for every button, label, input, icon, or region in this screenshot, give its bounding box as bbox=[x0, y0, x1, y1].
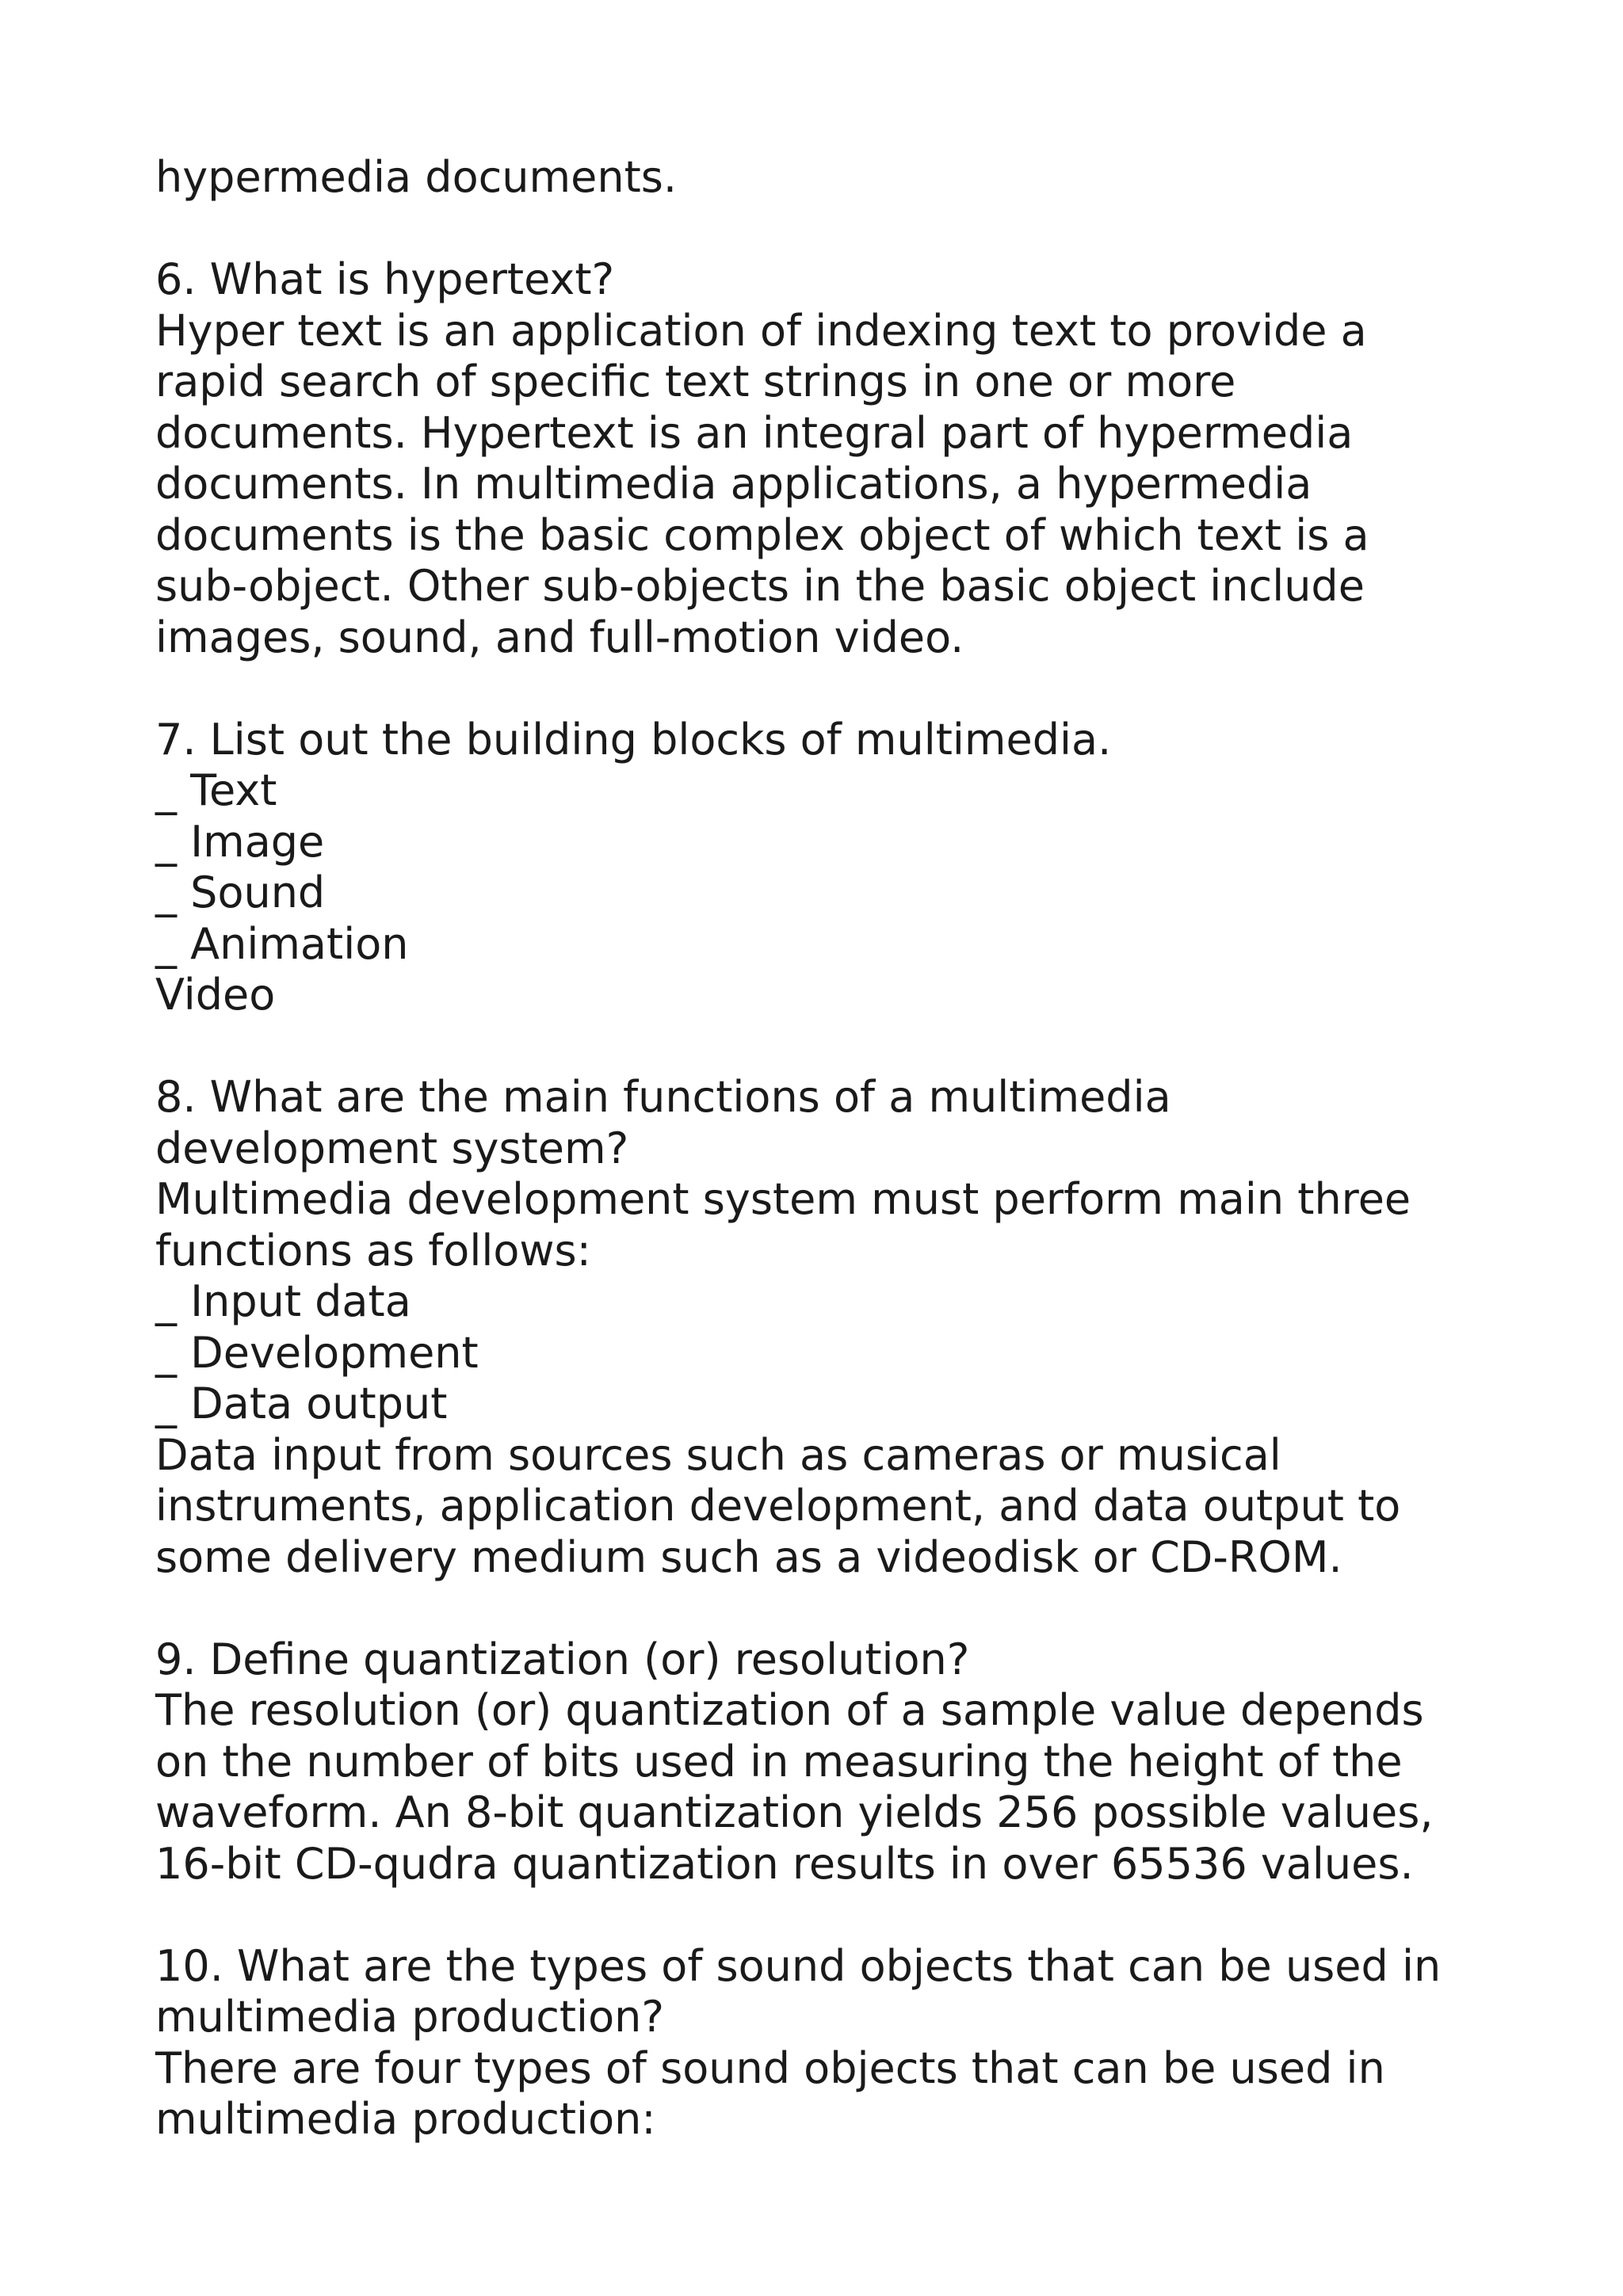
question-10: multimedia production? bbox=[155, 1992, 664, 2042]
question-10: 10. What are the types of sound objects that can be used in bbox=[155, 1940, 1442, 1991]
list-item: _ Data output bbox=[155, 1379, 448, 1428]
answer-6-line: images, sound, and full-motion video. bbox=[155, 612, 964, 662]
answer-8-line: some delivery medium such as a videodisk or CD-ROM. bbox=[155, 1531, 1342, 1582]
list-item: _ Text bbox=[155, 765, 277, 815]
answer-6-line: rapid search of specific text strings in one or more bbox=[155, 357, 1236, 406]
answer-6-line: documents is the basic complex object of which text is a bbox=[155, 509, 1369, 560]
intro-fragment: hypermedia documents. bbox=[155, 152, 678, 202]
list-item: _ Development bbox=[155, 1327, 479, 1378]
paragraph-gap bbox=[155, 1021, 1503, 1073]
answer-9-line: The resolution (or) quantization of a sample value depends bbox=[155, 1685, 1424, 1735]
document-page bbox=[155, 152, 1503, 2145]
answer-8-line: functions as follows: bbox=[155, 1225, 591, 1276]
list-item: Video bbox=[155, 970, 276, 1020]
answer-8-line: instruments, application development, and data output to bbox=[155, 1481, 1401, 1531]
paragraph-gap bbox=[155, 204, 1503, 255]
answer-6-line: documents. Hypertext is an integral part of hypermedia bbox=[155, 407, 1354, 458]
answer-10-line: multimedia production: bbox=[155, 2094, 656, 2144]
question-8: development system? bbox=[155, 1123, 629, 1173]
answer-9-line: waveform. An 8-bit quantization yields 256 possible values, bbox=[155, 1787, 1434, 1837]
answer-6-line: Hyper text is an application of indexing text to provide a bbox=[155, 305, 1367, 356]
list-item: _ Image bbox=[155, 816, 325, 867]
answer-9-line: on the number of bits used in measuring the height of the bbox=[155, 1736, 1403, 1787]
paragraph-gap bbox=[155, 1890, 1503, 1941]
question-6: 6. What is hypertext? bbox=[155, 254, 615, 304]
question-7: 7. List out the building blocks of multimedia. bbox=[155, 714, 1112, 765]
answer-6-line: documents. In multimedia applications, a hypermedia bbox=[155, 459, 1312, 509]
list-item: _ Animation bbox=[155, 918, 409, 969]
list-item: _ Sound bbox=[155, 868, 326, 917]
answer-6-line: sub-object. Other sub-objects in the basic object include bbox=[155, 561, 1365, 611]
paragraph-gap bbox=[155, 1583, 1503, 1634]
answer-8-line: Multimedia development system must perform main three bbox=[155, 1174, 1411, 1224]
paragraph-gap bbox=[155, 663, 1503, 715]
answer-8-line: Data input from sources such as cameras or musical bbox=[155, 1429, 1281, 1480]
answer-10-line: There are four types of sound objects that can be used in bbox=[155, 2042, 1385, 2093]
list-item: _ Input data bbox=[155, 1276, 411, 1326]
question-8: 8. What are the main functions of a multimedia bbox=[155, 1072, 1171, 1122]
answer-9-line: 16-bit CD-qudra quantization results in over 65536 values. bbox=[155, 1838, 1414, 1889]
question-9: 9. Define quantization (or) resolution? bbox=[155, 1634, 970, 1684]
